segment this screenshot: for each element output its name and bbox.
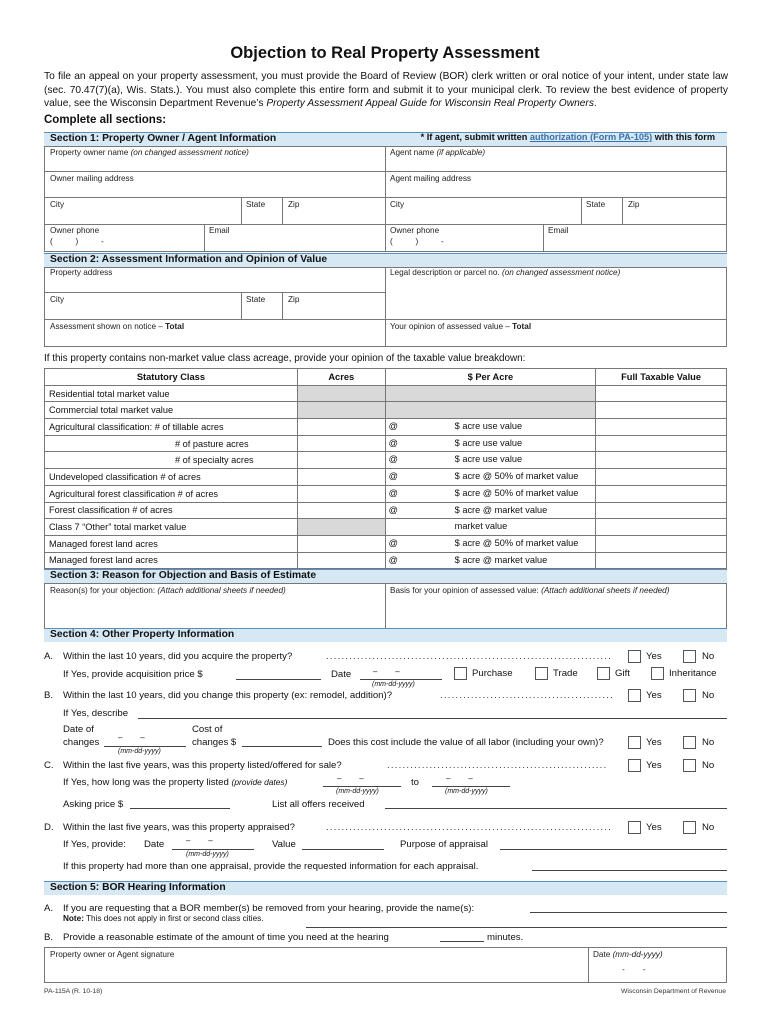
listed-duration-label	[63, 777, 287, 788]
department-name: Wisconsin Department of Revenue	[620, 988, 726, 995]
page-title: Objection to Real Property Assessment	[230, 44, 540, 62]
acres-input[interactable]	[297, 469, 385, 486]
class-label: Agricultural forest classification # of acres	[45, 485, 298, 502]
bor-member-names-input-2[interactable]	[306, 927, 727, 928]
labor-no-checkbox[interactable]	[683, 736, 696, 749]
acres-input	[297, 402, 385, 419]
appraisal-purpose-input[interactable]	[500, 849, 727, 850]
property-zip-field[interactable]: Zip	[288, 295, 300, 304]
reasons-label: Reason(s) for your objection:	[50, 586, 156, 595]
q4b-no-checkbox[interactable]	[683, 689, 696, 702]
q5b-letter: B.	[44, 932, 54, 943]
owner-phone-field[interactable]: Owner phone	[50, 226, 100, 235]
acquisition-date-dashes: – –	[373, 667, 400, 676]
agent-note-suffix: with this form	[652, 132, 715, 142]
q4b-yes-checkbox[interactable]	[628, 689, 641, 702]
basis-label: Basis for your opinion of assessed value:	[390, 586, 539, 595]
cost-changes-label: changes $	[192, 737, 237, 748]
change-date-format: (mm-dd-yyyy)	[118, 748, 161, 755]
opinion-value-field[interactable]	[390, 322, 531, 331]
at-symbol: @	[388, 504, 398, 515]
class-table-row	[45, 485, 727, 502]
appraisal-date-label: Date	[144, 839, 165, 850]
agent-name-label: Agent name	[390, 148, 435, 157]
class-table-header-3: Full Taxable Value	[596, 369, 727, 386]
per-acre-input[interactable]	[385, 552, 595, 569]
full-taxable-value-input[interactable]	[596, 502, 727, 519]
property-state-field[interactable]: State	[246, 295, 266, 304]
class-table-row	[45, 552, 727, 569]
class-label: Agricultural classification: # of tillable acres	[45, 419, 298, 436]
q4c-no-checkbox[interactable]	[683, 759, 696, 772]
labor-yes-label: Yes	[646, 737, 662, 748]
inheritance-label: Inheritance	[669, 668, 717, 679]
at-symbol: @	[388, 471, 398, 482]
trade-label: Trade	[553, 668, 578, 679]
change-date-input[interactable]	[104, 746, 186, 747]
q4c-yes-checkbox[interactable]	[628, 759, 641, 772]
per-acre-unit: $ acre use value	[454, 454, 523, 465]
q4d-leader: ..........................................................................	[326, 822, 613, 833]
owner-state-field[interactable]: State	[246, 200, 266, 209]
note-text: This does not apply in first or second class cities.	[83, 914, 264, 923]
per-acre-unit: $ acre @ 50% of market value	[454, 471, 579, 482]
change-cost-input[interactable]	[242, 746, 322, 747]
owner-zip-field[interactable]: Zip	[288, 200, 300, 209]
per-acre-input	[385, 385, 595, 402]
asking-price-input[interactable]	[130, 808, 230, 809]
intro-text: To file an appeal on your property assessment, you must provide the Board of Review (BOR) clerk written or oral notice of your intent, under state law (sec. 70.47(7)(a), Wis. Stats.). You must also complete this entire form and submit it to your municipal clerk. To review the best evidence of property value, see the Wisconsin Department Revenue’s	[44, 71, 728, 109]
class-table-row	[45, 452, 727, 469]
class-table-row	[45, 519, 727, 536]
q4d-no-checkbox[interactable]	[683, 821, 696, 834]
intro-paragraph	[44, 70, 728, 111]
q4a-leader: ..........................................................................	[326, 651, 613, 662]
cost-of-label: Cost of	[192, 724, 223, 735]
note-label: Note:	[63, 914, 84, 923]
property-city-field[interactable]: City	[50, 295, 65, 304]
agent-phone-format: ( ) -	[390, 237, 444, 246]
appraisal-value-label: Value	[272, 839, 296, 850]
agent-name-note: (if applicable)	[436, 148, 486, 157]
q4d-no-label: No	[702, 822, 715, 833]
listed-from-input[interactable]	[323, 786, 401, 787]
agent-state-field[interactable]: State	[586, 200, 606, 209]
q4b-no-label: No	[702, 690, 715, 701]
legal-description-field[interactable]	[390, 268, 620, 277]
per-acre-unit: $ acre @ market value	[454, 554, 548, 565]
class-table-row	[45, 435, 727, 452]
acquisition-date-label: Date	[331, 669, 352, 680]
acquisition-price-label: If Yes, provide acquisition price $	[63, 669, 203, 680]
class-table-row	[45, 469, 727, 486]
owner-name-field[interactable]	[50, 148, 249, 157]
q5a-question: If you are requesting that a BOR member(s) be removed from your hearing, provide the name(s):	[63, 903, 475, 914]
per-acre-input[interactable]	[385, 519, 595, 536]
inheritance-checkbox[interactable]	[651, 667, 664, 680]
class-label: Managed forest land acres	[45, 535, 298, 552]
full-taxable-value-input[interactable]	[596, 485, 727, 502]
class-label: Commercial total market value	[45, 402, 298, 419]
per-acre-unit: $ acre @ 50% of market value	[454, 537, 579, 548]
class-label: Forest classification # of acres	[45, 502, 298, 519]
signature-date-label: Date	[593, 950, 611, 959]
per-acre-unit: market value	[454, 521, 508, 532]
acres-input	[297, 385, 385, 402]
labor-question: Does this cost include the value of all labor (including your own)?	[328, 737, 604, 748]
owner-address-field[interactable]: Owner mailing address	[50, 174, 134, 183]
q4c-question: Within the last five years, was this property listed/offered for sale?	[63, 760, 342, 771]
owner-city-field[interactable]: City	[50, 200, 65, 209]
q4d-yes-checkbox[interactable]	[628, 821, 641, 834]
complete-all-heading: Complete all sections:	[44, 114, 167, 126]
section3-title: Section 3: Reason for Objection and Basis of Estimate	[50, 570, 317, 581]
per-acre-input[interactable]	[385, 435, 595, 452]
basis-note: (Attach additional sheets if needed)	[541, 586, 670, 595]
describe-input[interactable]	[138, 718, 727, 719]
class-label: Managed forest land acres	[45, 552, 298, 569]
appraisal-date-input[interactable]	[172, 849, 254, 850]
labor-no-label: No	[702, 737, 715, 748]
q4b-letter: B.	[44, 690, 54, 701]
bor-member-names-input[interactable]	[530, 912, 727, 913]
change-date-dashes: – –	[118, 733, 145, 742]
gift-label: Gift	[615, 668, 630, 679]
labor-yes-checkbox[interactable]	[628, 736, 641, 749]
at-symbol: @	[388, 437, 398, 448]
at-symbol: @	[388, 487, 398, 498]
changes-label: changes	[63, 737, 100, 748]
per-acre-input[interactable]	[385, 419, 595, 436]
q4a-yes-label: Yes	[646, 651, 662, 662]
opinion-value-label: Your opinion of assessed value –	[390, 322, 510, 331]
to-label: to	[411, 777, 420, 788]
full-taxable-value-input[interactable]	[596, 385, 727, 402]
multiple-appraisals-input[interactable]	[532, 870, 727, 871]
per-acre-unit: $ acre use value	[454, 421, 523, 432]
class-label: # of specialty acres	[45, 452, 298, 469]
agent-email-field[interactable]: Email	[548, 226, 569, 235]
appraisal-provide-label: If Yes, provide:	[63, 839, 126, 850]
per-acre-input[interactable]	[385, 502, 595, 519]
section4-header	[44, 628, 727, 642]
acres-input[interactable]	[297, 502, 385, 519]
listed-duration-note: (provide dates)	[231, 777, 288, 787]
signature-date-format: (mm-dd-yyyy)	[612, 950, 663, 959]
agent-city-field[interactable]: City	[390, 200, 405, 209]
legal-desc-label: Legal description or parcel no.	[390, 268, 500, 277]
q4a-no-checkbox[interactable]	[683, 650, 696, 663]
full-taxable-value-input[interactable]	[596, 402, 727, 419]
class-table-header-2: $ Per Acre	[385, 369, 595, 386]
per-acre-unit: $ acre @ market value	[454, 504, 548, 515]
at-symbol: @	[388, 537, 398, 548]
class-label: Class 7 “Other” total market value	[45, 519, 298, 536]
q5a-note	[63, 914, 264, 923]
full-taxable-value-input[interactable]	[596, 552, 727, 569]
listed-duration-text: If Yes, how long was the property listed	[63, 777, 229, 788]
purchase-label: Purchase	[472, 668, 513, 679]
listed-to-format: (mm-dd-yyyy)	[445, 788, 488, 795]
minutes-label: minutes.	[487, 932, 524, 943]
section4-title: Section 4: Other Property Information	[50, 629, 235, 640]
listed-from-format: (mm-dd-yyyy)	[336, 788, 379, 795]
signature-date-field[interactable]	[593, 950, 663, 959]
acres-input[interactable]	[297, 435, 385, 452]
section2-header	[44, 253, 727, 267]
listed-from-dashes: – –	[337, 774, 364, 783]
owner-phone-format: ( ) -	[50, 237, 104, 246]
class-table-row	[45, 402, 727, 419]
appraisal-date-format: (mm-dd-yyyy)	[186, 851, 229, 858]
assessment-total-label: Total	[165, 322, 185, 331]
section3-header	[44, 569, 727, 583]
form-id: PA-115A (R. 10-18)	[44, 988, 103, 995]
class-label: Residential total market value	[45, 385, 298, 402]
full-taxable-value-input[interactable]	[596, 452, 727, 469]
offers-label: List all offers received	[272, 799, 365, 810]
appraisal-date-dashes: – –	[186, 836, 213, 845]
agent-zip-field[interactable]: Zip	[628, 200, 640, 209]
q5a-letter: A.	[44, 903, 54, 914]
owner-name-label: Property owner name	[50, 148, 129, 157]
pa105-link[interactable]: authorization (Form PA-105)	[529, 132, 653, 142]
class-table-row	[45, 535, 727, 552]
per-acre-input[interactable]	[385, 535, 595, 552]
gift-checkbox[interactable]	[597, 667, 610, 680]
class-label: # of pasture acres	[45, 435, 298, 452]
q4b-leader: .............................................	[440, 690, 614, 701]
reasons-note: (Attach additional sheets if needed)	[157, 586, 286, 595]
class-label: Undeveloped classification # of acres	[45, 469, 298, 486]
signature-field[interactable]: Property owner or Agent signature	[50, 950, 175, 959]
opinion-total-label: Total	[512, 322, 532, 331]
full-taxable-value-input[interactable]	[596, 469, 727, 486]
property-address-field[interactable]: Property address	[50, 268, 113, 277]
agent-name-field[interactable]	[390, 148, 485, 157]
at-symbol: @	[388, 421, 398, 432]
section5-header	[44, 881, 727, 895]
acres-input	[297, 519, 385, 536]
per-acre-input[interactable]	[385, 452, 595, 469]
per-acre-input	[385, 402, 595, 419]
full-taxable-value-input[interactable]	[596, 519, 727, 536]
trade-checkbox[interactable]	[535, 667, 548, 680]
section2-title: Section 2: Assessment Information and Opinion of Value	[50, 254, 328, 265]
acquisition-price-input[interactable]	[236, 679, 321, 680]
class-table-row	[45, 385, 727, 402]
at-symbol: @	[388, 554, 398, 565]
listed-to-dashes: – –	[446, 774, 473, 783]
q4c-leader: .........................................................	[387, 760, 608, 771]
assessment-shown-label: Assessment shown on notice –	[50, 322, 163, 331]
appeal-guide-title: Property Assessment Appeal Guide for Wisconsin Real Property Owners	[266, 98, 594, 109]
statutory-class-table	[44, 368, 727, 569]
intro-end: .	[593, 98, 597, 109]
full-taxable-value-input[interactable]	[596, 419, 727, 436]
class-table-header-0: Statutory Class	[45, 369, 298, 386]
offers-input[interactable]	[385, 808, 727, 809]
objection-reasons-field[interactable]	[50, 586, 286, 595]
acres-input[interactable]	[297, 419, 385, 436]
q4a-no-label: No	[702, 651, 715, 662]
agent-phone-field[interactable]: Owner phone	[390, 226, 440, 235]
agent-note-prefix: * If agent, submit written	[420, 132, 530, 142]
acquisition-date-format: (mm-dd-yyyy)	[372, 681, 415, 688]
date-of-label: Date of	[63, 724, 94, 735]
section1-header	[44, 132, 727, 146]
asking-price-label: Asking price $	[63, 799, 124, 810]
describe-label: If Yes, describe	[63, 708, 129, 719]
multiple-appraisals-note: If this property had more than one appraisal, provide the requested information for each appraisal.	[63, 861, 479, 872]
class-table-row	[45, 419, 727, 436]
appraisal-value-input[interactable]	[302, 849, 384, 850]
agent-note	[421, 132, 715, 142]
owner-email-field[interactable]: Email	[209, 226, 230, 235]
class-table-header-1: Acres	[297, 369, 385, 386]
section5-title: Section 5: BOR Hearing Information	[50, 882, 226, 893]
listed-to-input[interactable]	[432, 786, 510, 787]
legal-desc-note: (on changed assessment notice)	[501, 268, 621, 277]
q4d-letter: D.	[44, 822, 54, 833]
q4d-yes-label: Yes	[646, 822, 662, 833]
q4a-letter: A.	[44, 651, 54, 662]
per-acre-input[interactable]	[385, 469, 595, 486]
at-symbol: @	[388, 454, 398, 465]
agent-address-field[interactable]: Agent mailing address	[390, 174, 472, 183]
purchase-checkbox[interactable]	[454, 667, 467, 680]
per-acre-unit: $ acre use value	[454, 437, 523, 448]
acres-input[interactable]	[297, 452, 385, 469]
per-acre-input[interactable]	[385, 485, 595, 502]
full-taxable-value-input[interactable]	[596, 535, 727, 552]
q4a-yes-checkbox[interactable]	[628, 650, 641, 663]
acquisition-date-input[interactable]	[360, 679, 442, 680]
per-acre-unit: $ acre @ 50% of market value	[454, 487, 579, 498]
class-table-row	[45, 502, 727, 519]
q4c-no-label: No	[702, 760, 715, 771]
acres-input[interactable]	[297, 552, 385, 569]
q4a-question: Within the last 10 years, did you acquire the property?	[63, 651, 293, 662]
q5b-question: Provide a reasonable estimate of the amount of time you need at the hearing	[63, 932, 389, 943]
owner-name-note: (on changed assessment notice)	[130, 148, 249, 157]
appraisal-purpose-label: Purpose of appraisal	[400, 839, 488, 850]
signature-date-dashes: - -	[622, 965, 646, 974]
q4d-question: Within the last five years, was this property appraised?	[63, 822, 295, 833]
breakdown-intro: If this property contains non-market value class acreage, provide your opinion of the taxable value breakdown:	[44, 353, 526, 364]
assessment-shown-field[interactable]	[50, 322, 184, 331]
q4c-letter: C.	[44, 760, 54, 771]
full-taxable-value-input[interactable]	[596, 435, 727, 452]
hearing-minutes-input[interactable]	[440, 941, 484, 942]
acres-input[interactable]	[297, 485, 385, 502]
q4b-yes-label: Yes	[646, 690, 662, 701]
basis-opinion-field[interactable]	[390, 586, 669, 595]
q4b-question: Within the last 10 years, did you change this property (ex: remodel, addition)?	[63, 690, 393, 701]
q4c-yes-label: Yes	[646, 760, 662, 771]
acres-input[interactable]	[297, 535, 385, 552]
section1-title: Section 1: Property Owner / Agent Information	[50, 133, 277, 144]
